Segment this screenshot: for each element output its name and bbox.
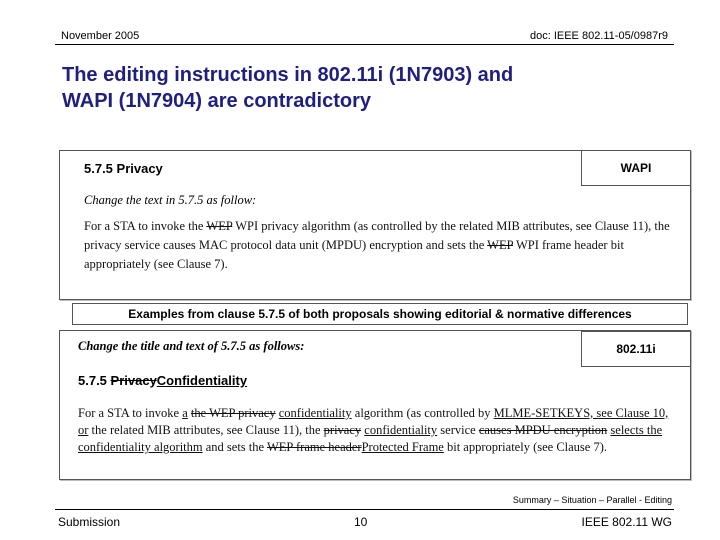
slide-title-line1: The editing instructions in 802.11i (1N7903) and	[62, 64, 514, 86]
footer-submission: Submission	[58, 515, 121, 529]
header-date: November 2005	[61, 30, 140, 42]
wapi-section-heading: 5.7.5 Privacy	[84, 161, 163, 176]
footer-org: IEEE 802.11 WG	[581, 515, 672, 529]
wapi-text: For a STA to invoke the	[84, 219, 207, 233]
ieee-text: bit appropriately (see Clause 7).	[443, 440, 608, 454]
wapi-tag: WAPI	[581, 150, 691, 186]
ieee-text: For a STA to invoke	[78, 406, 183, 420]
ieee-802-11i-excerpt-box	[59, 330, 691, 480]
summary-note: Summary – Situation – Parallel - Editing	[512, 495, 672, 505]
ieee-text: and sets the	[202, 440, 267, 454]
ieee-paragraph	[78, 405, 678, 456]
slide-title-line2: WAPI (1N7904) are contradictory	[62, 90, 371, 112]
ieee-heading-insertion: Confidentiality	[156, 373, 248, 388]
ieee-insertion: Protected Frame	[361, 440, 444, 454]
ieee-deletion: WEP frame header	[266, 440, 362, 454]
ieee-text: algorithm (as controlled by	[351, 406, 494, 420]
ieee-heading-deletion: Privacy	[110, 373, 157, 388]
ieee-instruction: Change the title and text of 5.7.5 as follows:	[78, 339, 305, 353]
header-divider	[55, 44, 674, 45]
ieee-heading-number: 5.7.5	[78, 373, 111, 388]
ieee-insertion: selects the confidentiality algorithm	[78, 423, 663, 454]
ieee-insertion: confidentiality	[278, 406, 352, 420]
wapi-excerpt-box	[59, 150, 691, 300]
ieee-deletion: the WEP privacy	[190, 406, 276, 420]
wapi-deletion: WEP	[206, 219, 233, 233]
ieee-insertion: MLME-SETKEYS, see Clause 10, or	[78, 406, 669, 437]
ieee-insertion: a	[182, 406, 188, 420]
slide-title	[62, 62, 662, 114]
wapi-text: WPI frame header bit appropriately (see Clause 7).	[84, 238, 624, 271]
wapi-paragraph	[84, 217, 674, 274]
figure-caption: Examples from clause 5.7.5 of both proposals showing editorial & normative differences	[72, 303, 688, 325]
ieee-802-11i-tag: 802.11i	[581, 331, 691, 367]
footer-divider	[55, 509, 674, 510]
ieee-section-heading	[78, 373, 247, 388]
wapi-text: WPI privacy algorithm (as controlled by the related MIB attributes, see Clause 11), the privacy service causes MAC protocol data unit (MPDU) encryption and sets the	[84, 219, 670, 252]
ieee-text: service	[437, 423, 479, 437]
ieee-text: the related MIB attributes, see Clause 11), the	[88, 423, 324, 437]
header-doc-id: doc: IEEE 802.11-05/0987r9	[529, 30, 668, 42]
wapi-deletion: WEP	[487, 238, 514, 252]
wapi-instruction: Change the text in 5.7.5 as follow:	[84, 193, 257, 207]
ieee-insertion: confidentiality	[364, 423, 438, 437]
ieee-deletion: causes MPDU encryption	[478, 423, 608, 437]
footer-page-number: 10	[354, 515, 368, 529]
ieee-deletion: privacy	[323, 423, 362, 437]
